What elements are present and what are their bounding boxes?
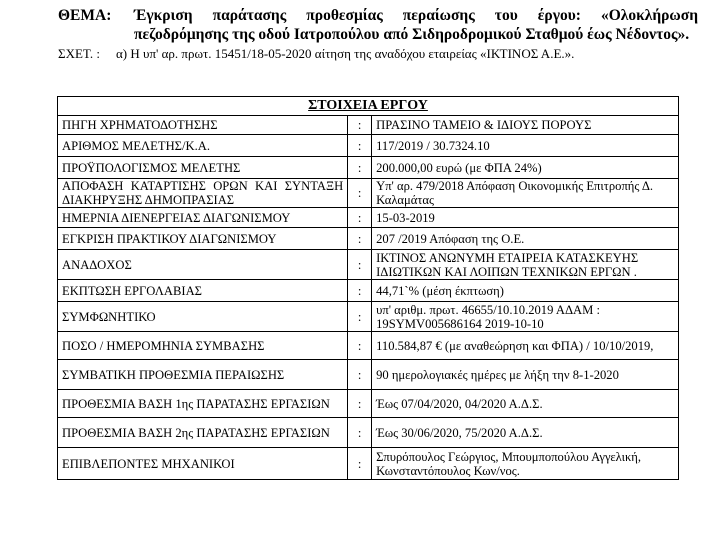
table-row — [58, 360, 679, 390]
table-row — [58, 208, 679, 228]
table-title: ΣΤΟΙΧΕΙΑ ΕΡΓΟΥ — [58, 97, 679, 116]
row-separator: : — [348, 448, 372, 480]
row-value: 110.584,87 € (με αναθεώρηση και ΦΠΑ) / 10/10/2019, — [372, 332, 679, 360]
row-value: ΙΚΤΙΝΟΣ ΑΝΩΝΥΜΗ ΕΤΑΙΡΕΙΑ ΚΑΤΑΣΚΕΥΗΣ ΙΔΙΩΤΙΚΩΝ ΚΑΙ ΛΟΙΠΩΝ ΤΕΧΝΙΚΩΝ ΕΡΓΩΝ . — [372, 250, 679, 280]
row-separator: : — [348, 116, 372, 135]
row-separator: : — [348, 135, 372, 157]
row-value: 90 ημερολογιακές ημέρες με λήξη την 8-1-2020 — [372, 360, 679, 390]
table-row — [58, 280, 679, 302]
row-separator: : — [348, 157, 372, 179]
row-value: υπ' αριθμ. πρωτ. 46655/10.10.2019 ΑΔΑΜ : 19SYMV005686164 2019-10-10 — [372, 302, 679, 332]
table-row — [58, 448, 679, 480]
table-row — [58, 135, 679, 157]
row-label: ΕΓΚΡΙΣΗ ΠΡΑΚΤΙΚΟΥ ΔΙΑΓΩΝΙΣΜΟΥ — [58, 228, 348, 250]
subject-label: ΘΕΜΑ: — [58, 7, 112, 24]
table-row — [58, 302, 679, 332]
reference-line — [58, 46, 698, 62]
table-row — [58, 116, 679, 135]
row-label: ΑΠΟΦΑΣΗ ΚΑΤΑΡΤΙΣΗΣ ΟΡΩΝ ΚΑΙ ΣΥΝΤΑΞΗ ΔΙΑΚΗΡΥΞΗΣ ΔΗΜΟΠΡΑΣΙΑΣ — [58, 179, 348, 208]
subject-text: Έγκριση παράτασης προθεσμίας περαίωσης του έργου: «Ολοκλήρωση πεζοδρόμησης της οδού Ιατροπούλου από Σιδηροδρομικού Σταθμού έως Νέδοντος». — [134, 7, 698, 43]
row-label: ΠΡΟΘΕΣΜΙΑ ΒΑΣΗ 1ης ΠΑΡΑΤΑΣΗΣ ΕΡΓΑΣΙΩΝ — [58, 390, 348, 418]
row-label: ΕΚΠΤΩΣΗ ΕΡΓΟΛΑΒΙΑΣ — [58, 280, 348, 302]
row-separator: : — [348, 418, 372, 448]
row-separator: : — [348, 332, 372, 360]
row-label: ΗΜΕΡΝΙΑ ΔΙΕΝΕΡΓΕΙΑΣ ΔΙΑΓΩΝΙΣΜΟΥ — [58, 208, 348, 228]
row-separator: : — [348, 390, 372, 418]
row-label: ΑΝΑΔΟΧΟΣ — [58, 250, 348, 280]
row-separator: : — [348, 179, 372, 208]
reference-label: ΣΧΕΤ. : — [58, 46, 100, 61]
row-value: Υπ' αρ. 479/2018 Απόφαση Οικονομικής Επιτροπής Δ. Καλαμάτας — [372, 179, 679, 208]
project-details-table — [57, 96, 679, 480]
row-separator: : — [348, 208, 372, 228]
table-row — [58, 418, 679, 448]
row-value: 207 /2019 Απόφαση της Ο.Ε. — [372, 228, 679, 250]
row-label: ΣΥΜΒΑΤΙΚΗ ΠΡΟΘΕΣΜΙΑ ΠΕΡΑΙΩΣΗΣ — [58, 360, 348, 390]
table-row — [58, 228, 679, 250]
row-label: ΑΡΙΘΜΟΣ ΜΕΛΕΤΗΣ/Κ.Α. — [58, 135, 348, 157]
table-row — [58, 157, 679, 179]
reference-text: α) Η υπ' αρ. πρωτ. 15451/18-05-2020 αίτηση της αναδόχου εταιρείας «ΙΚΤΙΝΟΣ Α.Ε.». — [116, 46, 575, 61]
row-separator: : — [348, 228, 372, 250]
row-value: 44,71`% (μέση έκπτωση) — [372, 280, 679, 302]
row-value: 15-03-2019 — [372, 208, 679, 228]
row-separator: : — [348, 280, 372, 302]
subject-line — [58, 6, 698, 44]
table-row — [58, 179, 679, 208]
row-value: Έως 30/06/2020, 75/2020 Α.Δ.Σ. — [372, 418, 679, 448]
row-label: ΠΡΟΘΕΣΜΙΑ ΒΑΣΗ 2ης ΠΑΡΑΤΑΣΗΣ ΕΡΓΑΣΙΩΝ — [58, 418, 348, 448]
table-row — [58, 390, 679, 418]
row-label: ΠΟΣΟ / ΗΜΕΡΟΜΗΝΙΑ ΣΥΜΒΑΣΗΣ — [58, 332, 348, 360]
row-value: Σπυρόπουλος Γεώργιος, Μπουμποπούλου Αγγελική, Κωνσταντόπουλος Κων/νος. — [372, 448, 679, 480]
row-label: ΣΥΜΦΩΝΗΤΙΚΟ — [58, 302, 348, 332]
row-value: 117/2019 / 30.7324.10 — [372, 135, 679, 157]
row-value: ΠΡΑΣΙΝΟ ΤΑΜΕΙΟ & ΙΔΙΟΥΣ ΠΟΡΟΥΣ — [372, 116, 679, 135]
row-label: ΕΠΙΒΛΕΠΟΝΤΕΣ ΜΗΧΑΝΙΚΟΙ — [58, 448, 348, 480]
document-header — [58, 6, 698, 62]
row-label: ΠΗΓΗ ΧΡΗΜΑΤΟΔΟΤΗΣΗΣ — [58, 116, 348, 135]
row-separator: : — [348, 250, 372, 280]
row-value: 200.000,00 ευρώ (με ΦΠΑ 24%) — [372, 157, 679, 179]
row-separator: : — [348, 360, 372, 390]
row-label: ΠΡΟΫΠΟΛΟΓΙΣΜΟΣ ΜΕΛΕΤΗΣ — [58, 157, 348, 179]
row-value: Έως 07/04/2020, 04/2020 Α.Δ.Σ. — [372, 390, 679, 418]
table-row — [58, 332, 679, 360]
row-separator: : — [348, 302, 372, 332]
table-row — [58, 250, 679, 280]
